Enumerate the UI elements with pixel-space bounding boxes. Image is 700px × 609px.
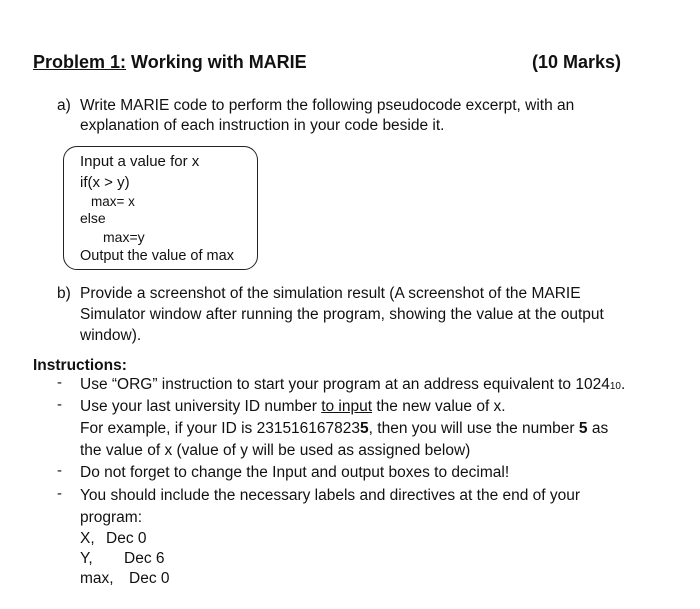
part-b-line-1: Provide a screenshot of the simulation result (A screenshot of the MARIE bbox=[80, 285, 581, 302]
bullet-dash: - bbox=[57, 462, 62, 479]
pseudocode-line: else bbox=[80, 210, 106, 226]
directive-label: X, bbox=[80, 530, 95, 547]
directive-label: max, bbox=[80, 570, 114, 587]
problem-title bbox=[33, 52, 307, 73]
instruction-2: Use your last university ID number to input the new value of x. bbox=[80, 398, 506, 415]
bullet-dash: - bbox=[57, 485, 62, 502]
part-b-line-3: window). bbox=[80, 327, 142, 344]
part-a-line-2: explanation of each instruction in your code beside it. bbox=[80, 117, 445, 134]
directive-value: Dec 0 bbox=[106, 530, 147, 547]
instruction-1: Use “ORG” instruction to start your program at an address equivalent to 102410. bbox=[80, 376, 626, 393]
directive-value: Dec 0 bbox=[129, 570, 170, 587]
part-a-line-1: Write MARIE code to perform the following pseudocode excerpt, with an bbox=[80, 97, 575, 114]
problem-number: Problem 1: bbox=[33, 52, 127, 72]
instruction-4-line-2: program: bbox=[80, 509, 143, 526]
pseudocode-line: if(x > y) bbox=[80, 174, 130, 191]
pseudocode-line: max= x bbox=[91, 194, 135, 209]
bullet-dash: - bbox=[57, 374, 62, 391]
part-b-label: b) bbox=[57, 285, 71, 302]
bullet-dash: - bbox=[57, 396, 62, 413]
example-line-1: For example, if your ID is 2315161678235, then you will use the number 5 as bbox=[80, 420, 609, 437]
pseudocode-line: Output the value of max bbox=[80, 248, 234, 264]
pseudocode-line: max=y bbox=[103, 229, 145, 245]
problem-name: Working with MARIE bbox=[126, 52, 307, 72]
pseudocode-line: Input a value for x bbox=[80, 153, 200, 170]
part-b-line-2: Simulator window after running the program, showing the value at the output bbox=[80, 306, 604, 323]
marks-label: (10 Marks) bbox=[532, 52, 622, 72]
instruction-4-line-1: You should include the necessary labels and directives at the end of your bbox=[80, 487, 581, 504]
instruction-3: Do not forget to change the Input and output boxes to decimal! bbox=[80, 464, 510, 481]
example-line-2: the value of x (value of y will be used as assigned below) bbox=[80, 442, 471, 459]
directive-value: Dec 6 bbox=[124, 550, 165, 567]
instructions-heading: Instructions: bbox=[33, 357, 127, 374]
directive-label: Y, bbox=[80, 550, 93, 567]
part-a-label: a) bbox=[57, 97, 71, 114]
